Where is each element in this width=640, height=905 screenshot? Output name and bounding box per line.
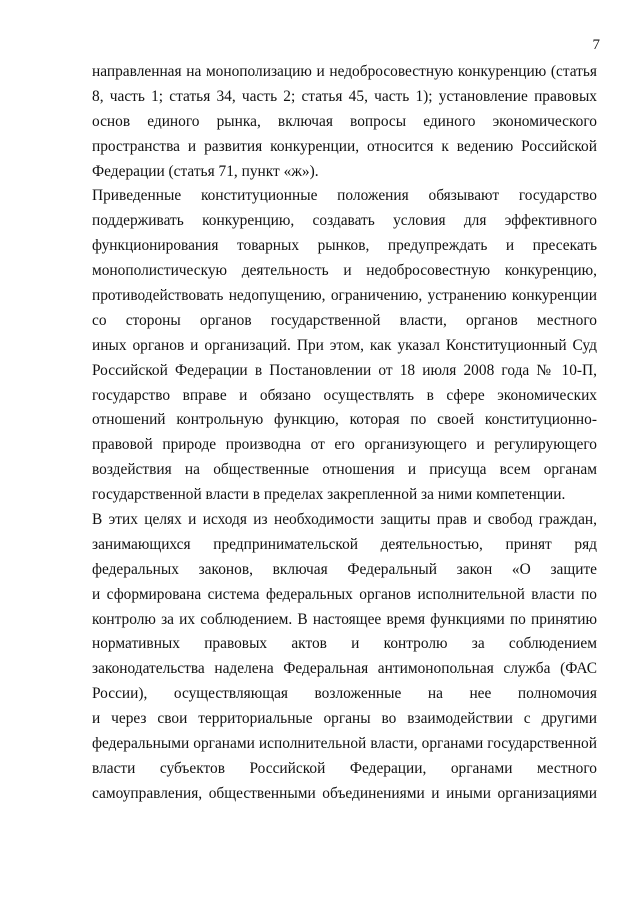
text-line: иных органов и организаций. При этом, как указал Конституционный Суд bbox=[92, 336, 597, 354]
text-line: нормативных правовых актов и контролю за соблюдением bbox=[92, 635, 597, 653]
text-line: занимающихся предпринимательской деятельностью, принят ряд bbox=[92, 535, 597, 553]
text-line: контролю за их соблюдением. В настоящее время функциями по принятию bbox=[92, 610, 597, 628]
text-line: 8, часть 1; статья 34, часть 2; статья 45, часть 1); установление правовых bbox=[92, 87, 597, 105]
text-line: пространства и развития конкуренции, относится к ведению Российской bbox=[92, 137, 597, 155]
text-line: России), осуществляющая возложенные на нее полномочия bbox=[92, 685, 597, 703]
text-line: и сформирована система федеральных органов исполнительной власти по bbox=[92, 585, 597, 603]
text-line: Приведенные конституционные положения обязывают государство bbox=[92, 187, 597, 205]
text-line: воздействия на общественные отношения и присуща всем органам bbox=[92, 461, 597, 479]
paragraph bbox=[92, 508, 597, 807]
text-line: противодействовать недопущению, ограничению, устранению конкуренции bbox=[92, 287, 597, 305]
text-line: федеральных законов, включая Федеральный закон «О защите bbox=[92, 560, 597, 578]
text-line: правовой природе производна от его организующего и регулирующего bbox=[92, 436, 597, 454]
text-line: законодательства наделена Федеральная антимонопольная служба (ФАС bbox=[92, 660, 597, 678]
text-line: государственной власти в пределах закрепленной за ними компетенции. bbox=[92, 486, 566, 504]
text-line: В этих целях и исходя из необходимости защиты прав и свобод граждан, bbox=[92, 511, 597, 529]
text-line: самоуправления, общественными объединениями и иными организациями bbox=[92, 784, 597, 802]
text-line: поддерживать конкуренцию, создавать условия для эффективного bbox=[92, 212, 597, 230]
text-line: функционирования товарных рынков, предупреждать и пресекать bbox=[92, 237, 597, 255]
text-line: монополистическую деятельность и недобросовестную конкуренцию, bbox=[92, 262, 597, 280]
paragraph bbox=[92, 60, 597, 184]
text-line: со стороны органов государственной власти, органов местного bbox=[92, 311, 597, 329]
document-body bbox=[92, 60, 597, 807]
text-line: федеральными органами исполнительной власти, органами государственной bbox=[92, 735, 597, 753]
text-line: государство вправе и обязано осуществлять в сфере экономических bbox=[92, 386, 597, 404]
text-line: основ единого рынка, включая вопросы единого экономического bbox=[92, 112, 597, 130]
text-line: отношений контрольную функцию, которая по своей конституционно- bbox=[92, 411, 597, 429]
text-line: и через свои территориальные органы во взаимодействии с другими bbox=[92, 710, 597, 728]
paragraph bbox=[92, 184, 597, 508]
text-line: Федерации (статья 71, пункт «ж»). bbox=[92, 162, 319, 180]
text-line: власти субъектов Российской Федерации, органами местного bbox=[92, 759, 597, 777]
page-number: 7 bbox=[592, 37, 600, 53]
text-line: направленная на монополизацию и недобросовестную конкуренцию (статья bbox=[92, 63, 597, 80]
text-line: Российской Федерации в Постановлении от 18 июля 2008 года № 10-П, bbox=[92, 361, 597, 379]
